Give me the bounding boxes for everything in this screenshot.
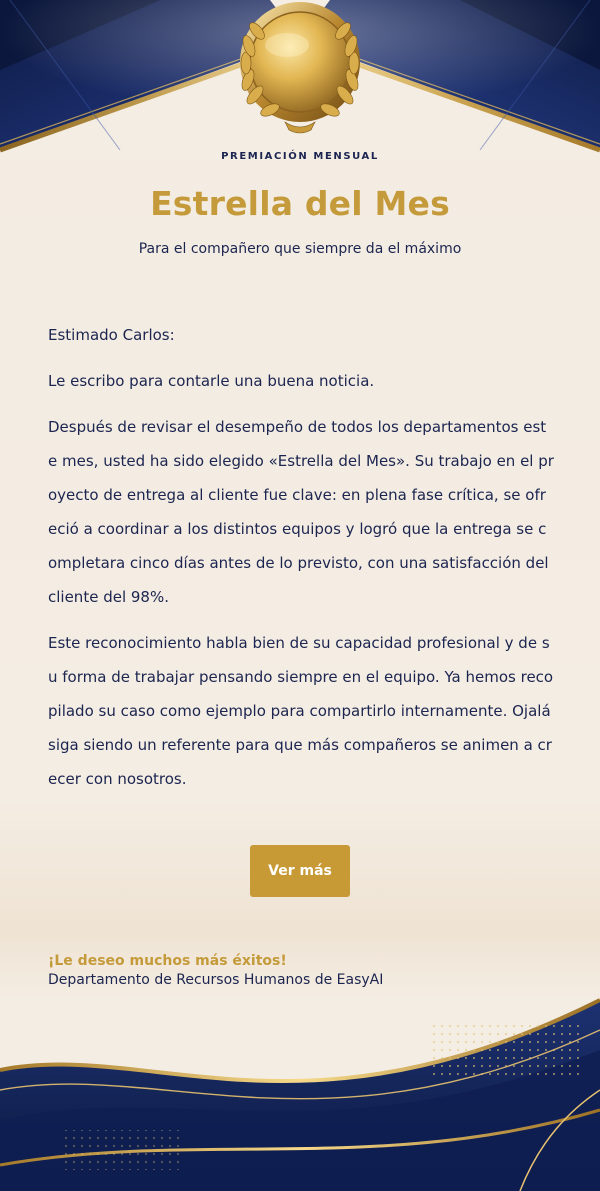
page-subtitle: Para el compañero que siempre da el máximo <box>138 241 462 257</box>
letter-paragraph: Le escribo para contarle una buena noticia. <box>48 372 375 390</box>
page-title: Estrella del Mes <box>150 184 450 223</box>
footer-decoration <box>0 960 600 1191</box>
closing-line: ¡Le deseo muchos más éxitos! <box>48 953 287 969</box>
letter-paragraph: Después de revisar el desempeño de todos los departamentos este mes, usted ha sido elegido «Estrella del Mes». Su trabajo en el proyecto de entrega al cliente fue clave: en plena fase crítica, se ofreció a coordinar a los distintos equipos y logró que la entrega se completara cinco días antes de lo previsto, con una satisfacción del cliente del 98%. <box>48 418 554 606</box>
award-category-label: PREMIACIÓN MENSUAL <box>221 151 379 162</box>
signature: Departamento de Recursos Humanos de EasyAI <box>48 972 384 988</box>
letter-greeting: Estimado Carlos: <box>48 326 175 344</box>
letter-paragraph: Este reconocimiento habla bien de su capacidad profesional y de su forma de trabajar pensando siempre en el equipo. Ya hemos recopilado su caso como ejemplo para compartirlo internamente. Ojalá siga siendo un referente para que más compañeros se animen a crecer con nosotros. <box>48 634 554 788</box>
laurel-medal-icon <box>225 0 375 150</box>
letter-body <box>48 318 554 808</box>
view-more-button[interactable]: Ver más <box>250 845 350 897</box>
